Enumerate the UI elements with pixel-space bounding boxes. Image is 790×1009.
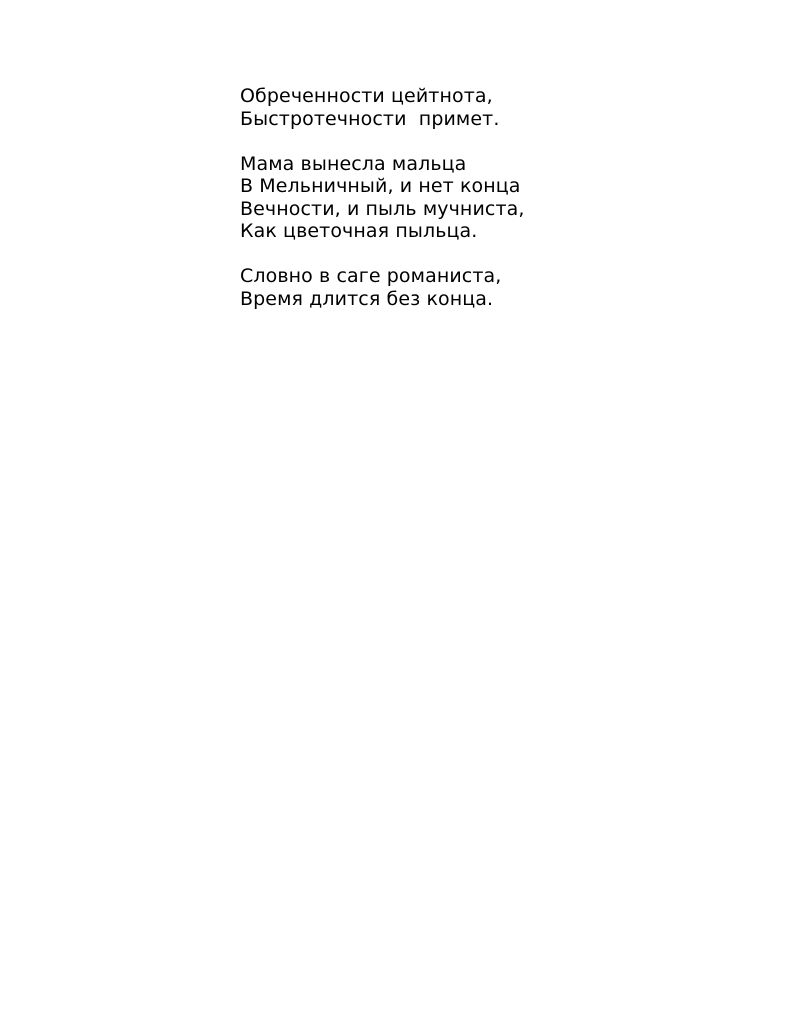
stanza-1 (240, 85, 760, 130)
poem-line: Вечности, и пыль мучниста, (240, 197, 525, 220)
poem-line: Как цветочная пыльца. (240, 220, 478, 242)
poem-line: Мама вынесла мальца (240, 152, 467, 175)
stanza-2 (240, 153, 760, 243)
poem-text (240, 85, 760, 310)
stanza-3 (240, 265, 760, 310)
poem-line: Обреченности цейтнота, (240, 85, 493, 107)
poem-line: В Мельничный, и нет конца (240, 175, 521, 197)
poem-line: Быстротечности примет. (240, 107, 500, 130)
poem-line: Время длится без конца. (240, 287, 494, 310)
poem-line: Словно в саге романиста, (240, 265, 502, 287)
